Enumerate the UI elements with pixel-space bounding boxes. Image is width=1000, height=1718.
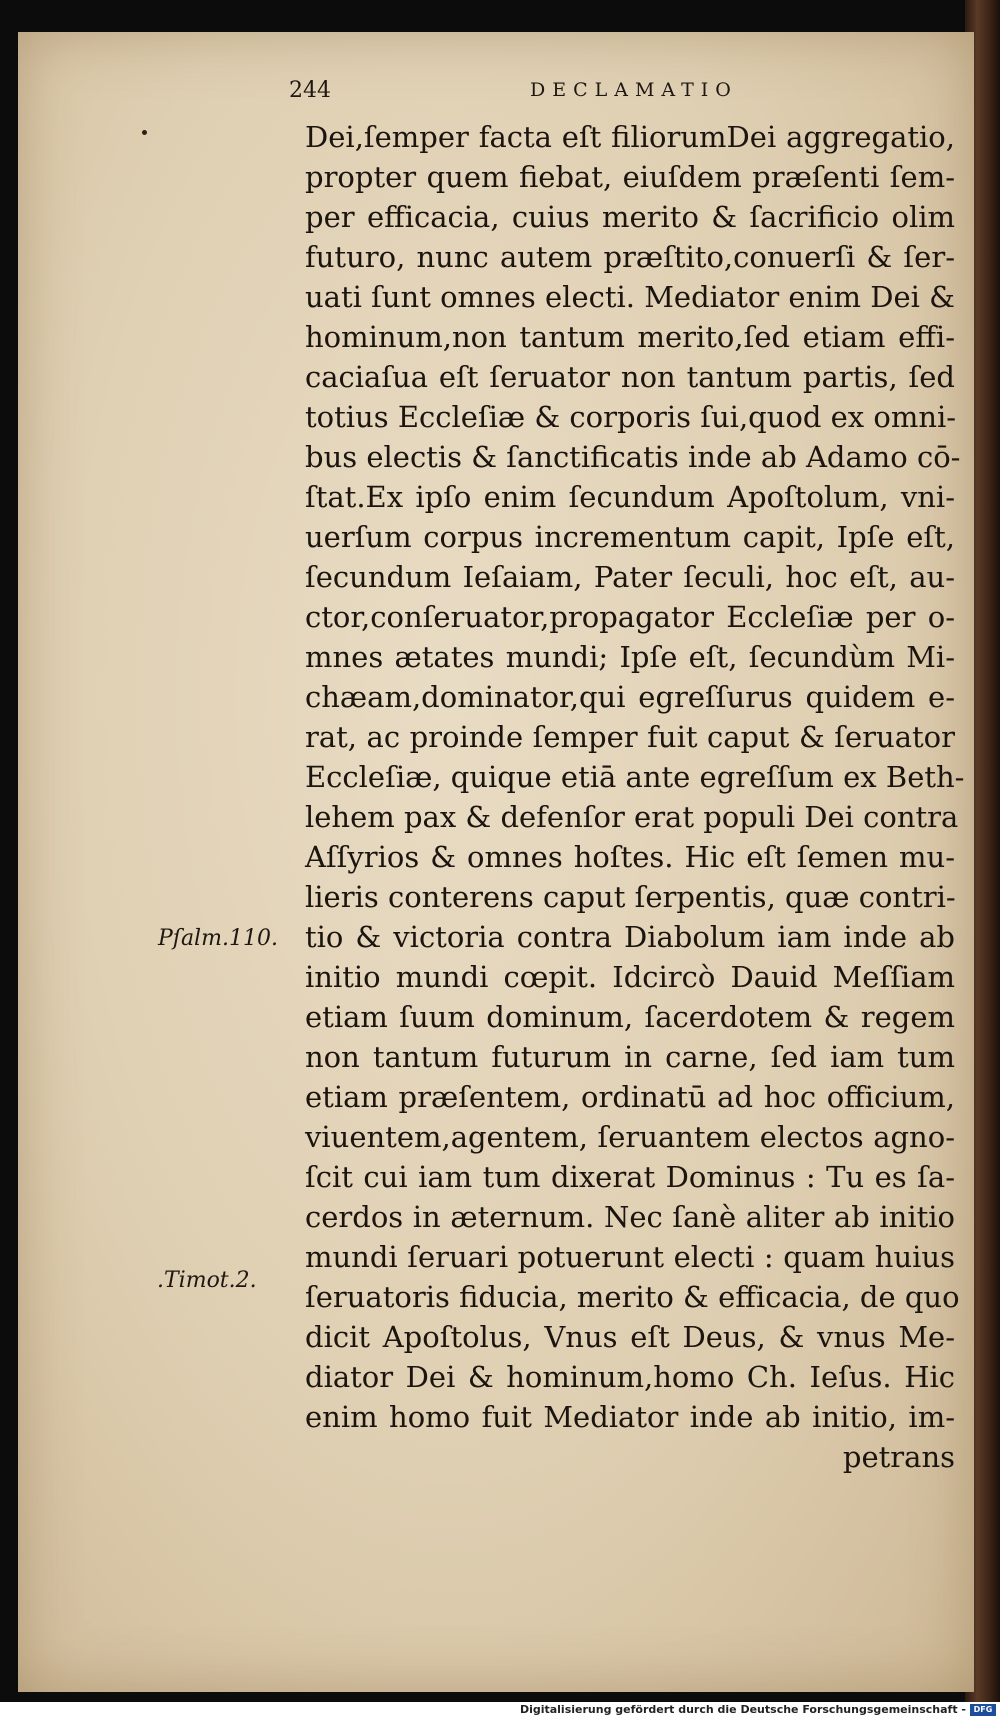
text-line: per efficacia, cuius merito & ſacrificio olim (305, 200, 955, 234)
body-text (305, 117, 965, 1477)
text-line: ctor,conſeruator,propagator Eccleſiæ per o- (305, 600, 955, 634)
text-line: bus electis & ſanctificatis inde ab Adamo cō- (305, 440, 961, 474)
text-line: etiam ſuum dominum, ſacerdotem & regem (305, 1000, 955, 1034)
text-line: chæam,dominator,qui egreſſurus quidem e- (305, 680, 955, 714)
text-line: lieris conterens caput ſerpentis, quæ contri- (305, 880, 956, 914)
text-line: uerſum corpus incrementum capit, Ipſe eſt, (305, 520, 955, 554)
text-line: initio mundi cœpit. Idcircò Dauid Meſſiam (305, 960, 955, 994)
text-line: tio & victoria contra Diabolum iam inde ab (305, 920, 955, 954)
catchword: petrans (842, 1440, 955, 1474)
dfg-logo-icon[interactable]: DFG (970, 1704, 996, 1716)
text-line: dicit Apoſtolus, Vnus eſt Deus, & vnus Me- (305, 1320, 955, 1354)
text-line: cerdos in æternum. Nec ſanè aliter ab initio (305, 1200, 955, 1234)
running-title: DECLAMATIO (530, 79, 738, 101)
text-line: caciaſua eſt ſeruator non tantum partis, ſed (305, 360, 955, 394)
text-line: diator Dei & hominum,homo Ch. Ieſus. Hic (305, 1360, 955, 1394)
attribution-bar (0, 1702, 1000, 1718)
text-line: uati ſunt omnes electi. Mediator enim Dei & (305, 280, 955, 314)
page-number: 244 (289, 78, 331, 103)
text-line: non tantum futurum in carne, ſed iam tum (305, 1040, 955, 1074)
text-line: rat, ac proinde ſemper fuit caput & ſeruator (305, 720, 955, 754)
text-line: hominum,non tantum merito,ſed etiam effi- (305, 320, 955, 354)
text-line: enim homo fuit Mediator inde ab initio, im- (305, 1400, 955, 1434)
text-line: ſeruatoris fiducia, merito & efficacia, de quo (305, 1280, 960, 1314)
funding-credit: Digitalisierung gefördert durch die Deutsche Forschungsgemeinschaft - (519, 1703, 966, 1716)
margin-note-psalm: Pſalm.110. (158, 926, 278, 951)
text-line: Eccleſiæ, quique etiā ante egreſſum ex Beth- (305, 760, 965, 794)
text-line: Aſſyrios & omnes hoſtes. Hic eſt ſemen mu- (305, 840, 955, 874)
text-line: mnes ætates mundi; Ipſe eſt, ſecundùm Mi- (305, 640, 955, 674)
text-line: mundi ſeruari potuerunt electi : quam huius (305, 1240, 955, 1274)
text-line: viuentem,agentem, ſeruantem electos agno- (305, 1120, 955, 1154)
text-line: totius Eccleſiæ & corporis ſui,quod ex omni- (305, 400, 957, 434)
margin-note-timothy: .Timot.2. (157, 1268, 257, 1293)
text-line: etiam præſentem, ordinatū ad hoc officium, (305, 1080, 955, 1114)
text-line: ſtat.Ex ipſo enim ſecundum Apoſtolum, vni- (305, 480, 955, 514)
text-line: propter quem fiebat, eiuſdem præſenti ſem- (305, 160, 955, 194)
text-line: ſcit cui iam tum dixerat Dominus : Tu es ſa- (305, 1160, 955, 1194)
text-line: ſecundum Ieſaiam, Pater ſeculi, hoc eſt, au- (305, 560, 955, 594)
text-line: lehem pax & defenſor erat populi Dei contra (305, 800, 959, 834)
text-line: futuro, nunc autem præſtito,conuerſi & ſer- (305, 240, 955, 274)
text-line: Dei,ſemper facta eſt filiorumDei aggregatio, (305, 120, 955, 154)
ink-speck (142, 130, 147, 135)
